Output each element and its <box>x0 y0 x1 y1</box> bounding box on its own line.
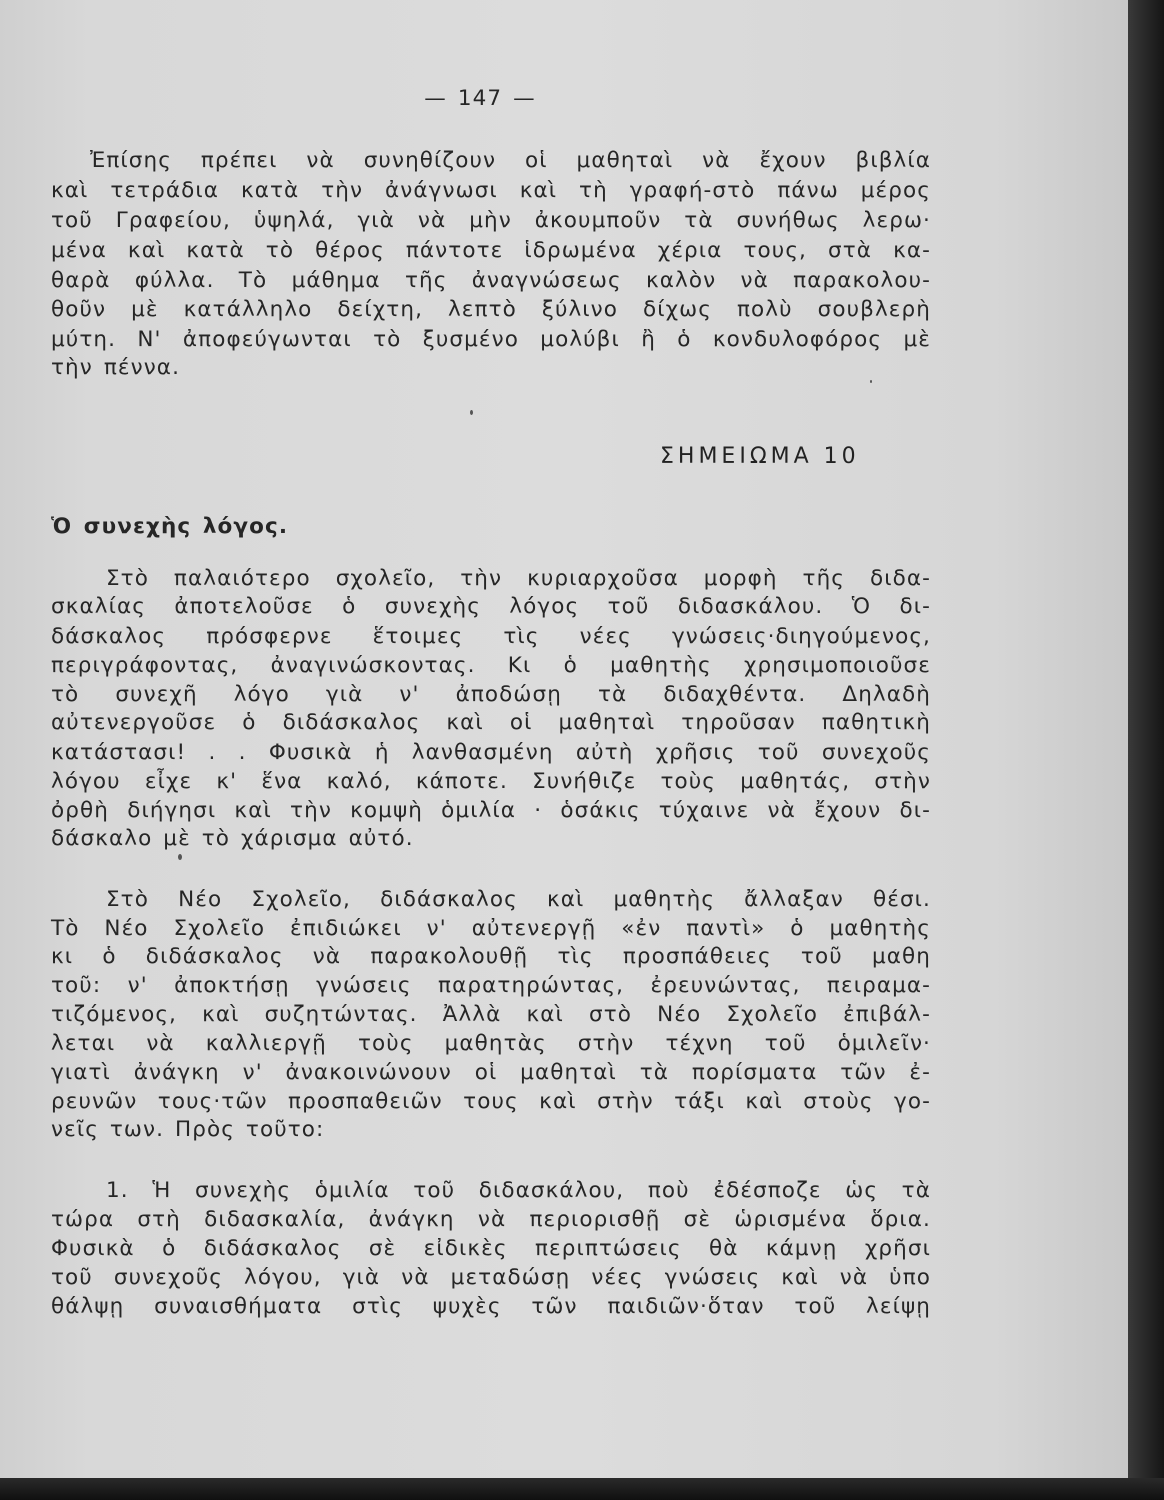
paragraph-4-line-2: τώρα στὴ διδασκαλία, ἀνάγκη νὰ περιορισθῇ σὲ ὡρισμένα ὅρια. <box>51 1207 931 1232</box>
paragraph-1-line-1: Ἐπίσης πρέπει νὰ συνηθίζουν οἱ μαθηταὶ νὰ ἔχουν βιβλία <box>90 148 931 173</box>
paragraph-4-line-3: Φυσικὰ ὁ διδάσκαλος σὲ εἰδικὲς περιπτώσεις θὰ κάμνῃ χρῆσι <box>51 1236 931 1261</box>
paragraph-1-line-3: τοῦ Γραφείου, ὑψηλά, γιὰ νὰ μὴν ἀκουμποῦν τὰ συνήθως λερω· <box>51 208 931 233</box>
section-heading: ΣΗΜΕΙΩΜΑ 10 <box>660 444 860 469</box>
paragraph-1-line-7: μύτη. Ν' ἀποφεύγωνται τὸ ξυσμένο μολύβι ἢ ὁ κονδυλοφόρος μὲ <box>51 327 931 352</box>
dust-speck <box>870 380 872 383</box>
paragraph-2-line-10: δάσκαλο μὲ τὸ χάρισμα αὐτό. <box>51 826 414 851</box>
paragraph-2-line-5: τὸ συνεχῆ λόγο γιὰ ν' ἀποδώσῃ τὰ διδαχθέντα. Δηλαδὴ <box>51 682 931 707</box>
dust-speck <box>470 410 473 415</box>
paragraph-2-line-6: αὐτενεργοῦσε ὁ διδάσκαλος καὶ οἱ μαθηταὶ τηροῦσαν παθητικὴ <box>51 710 931 735</box>
paragraph-4-line-1: 1. Ἡ συνεχὴς ὁμιλία τοῦ διδασκάλου, ποὺ ἐδέσποζε ὡς τὰ <box>106 1178 931 1203</box>
scan-edge-right <box>1128 0 1164 1500</box>
paragraph-4-line-5: θάλψῃ συναισθήματα στὶς ψυχὲς τῶν παιδιῶν·ὅταν τοῦ λείψῃ <box>51 1294 931 1319</box>
paragraph-4-line-4: τοῦ συνεχοῦς λόγου, γιὰ νὰ μεταδώσῃ νέες γνώσεις καὶ νὰ ὑπο <box>51 1265 931 1290</box>
paragraph-1-line-8: τὴν πέννα. <box>51 355 181 380</box>
paragraph-3-line-7: γιατὶ ἀνάγκη ν' ἀνακοινώνουν οἱ μαθηταὶ τὰ πορίσματα τῶν ἐ- <box>51 1060 931 1085</box>
paragraph-2-line-7: κατάστασι! . . Φυσικὰ ἡ λανθασμένη αὐτὴ χρῆσις τοῦ συνεχοῦς <box>51 740 931 765</box>
paragraph-3-line-9: νεῖς των. Πρὸς τοῦτο: <box>51 1117 325 1142</box>
paragraph-1-line-2: καὶ τετράδια κατὰ τὴν ἀνάγνωσι καὶ τὴ γραφή-στὸ πάνω μέρος <box>51 178 931 203</box>
scan-edge-bottom <box>0 1478 1164 1500</box>
paragraph-2-line-1: Στὸ παλαιότερο σχολεῖο, τὴν κυριαρχοῦσα μορφὴ τῆς διδα- <box>106 566 931 591</box>
paragraph-3-line-1: Στὸ Νέο Σχολεῖο, διδάσκαλος καὶ μαθητὴς ἄλλαξαν θέσι. <box>106 887 931 912</box>
paragraph-1-line-6: θοῦν μὲ κατάλληλο δείχτη, λεπτὸ ξύλινο δίχως πολὺ σουβλερὴ <box>51 297 931 322</box>
paragraph-3-line-2: Τὸ Νέο Σχολεῖο ἐπιδιώκει ν' αὐτενεργῇ «ἐν παντὶ» ὁ μαθητὴς <box>51 916 931 941</box>
paragraph-3-line-3: κι ὁ διδάσκαλος νὰ παρακολουθῇ τὶς προσπάθειες τοῦ μαθη <box>51 944 931 969</box>
page-number: — 147 — <box>424 86 536 111</box>
paragraph-2-line-8: λόγου εἶχε κ' ἕνα καλό, κάποτε. Συνήθιζε τοὺς μαθητάς, στὴν <box>51 769 931 794</box>
paragraph-3-line-5: τιζόμενος, καὶ συζητώντας. Ἀλλὰ καὶ στὸ Νέο Σχολεῖο ἐπιβάλ- <box>51 1002 931 1027</box>
paragraph-1-line-4: μένα καὶ κατὰ τὸ θέρος πάντοτε ἱδρωμένα χέρια τους, στὰ κα- <box>51 238 931 263</box>
paragraph-3-line-4: τοῦ: ν' ἀποκτήσῃ γνώσεις παρατηρώντας, ἐρευνώντας, πειραμα- <box>51 973 931 998</box>
paragraph-3-line-8: ρευνῶν τους·τῶν προσπαθειῶν τους καὶ στὴν τάξι καὶ στοὺς γο- <box>51 1089 931 1114</box>
paragraph-2-line-2: σκαλίας ἀποτελοῦσε ὁ συνεχὴς λόγος τοῦ διδασκάλου. Ὁ δι- <box>51 594 931 619</box>
dust-speck <box>178 854 182 860</box>
paragraph-1-line-5: θαρὰ φύλλα. Τὸ μάθημα τῆς ἀναγνώσεως καλὸν νὰ παρακολου- <box>51 268 931 293</box>
paragraph-2-line-3: δάσκαλος πρόσφερνε ἕτοιμες τὶς νέες γνώσεις·διηγούμενος, <box>51 624 931 649</box>
subheading: Ὁ συνεχὴς λόγος. <box>51 514 289 539</box>
paragraph-3-line-6: λεται νὰ καλλιεργῇ τοὺς μαθητὰς στὴν τέχνη τοῦ ὁμιλεῖν· <box>51 1031 931 1056</box>
paragraph-2-line-4: περιγράφοντας, ἀναγινώσκοντας. Κι ὁ μαθητὴς χρησιμοποιοῦσε <box>51 653 931 678</box>
paragraph-2-line-9: ὀρθὴ διήγησι καὶ τὴν κομψὴ ὁμιλία · ὁσάκις τύχαινε νὰ ἔχουν δι- <box>51 798 931 823</box>
